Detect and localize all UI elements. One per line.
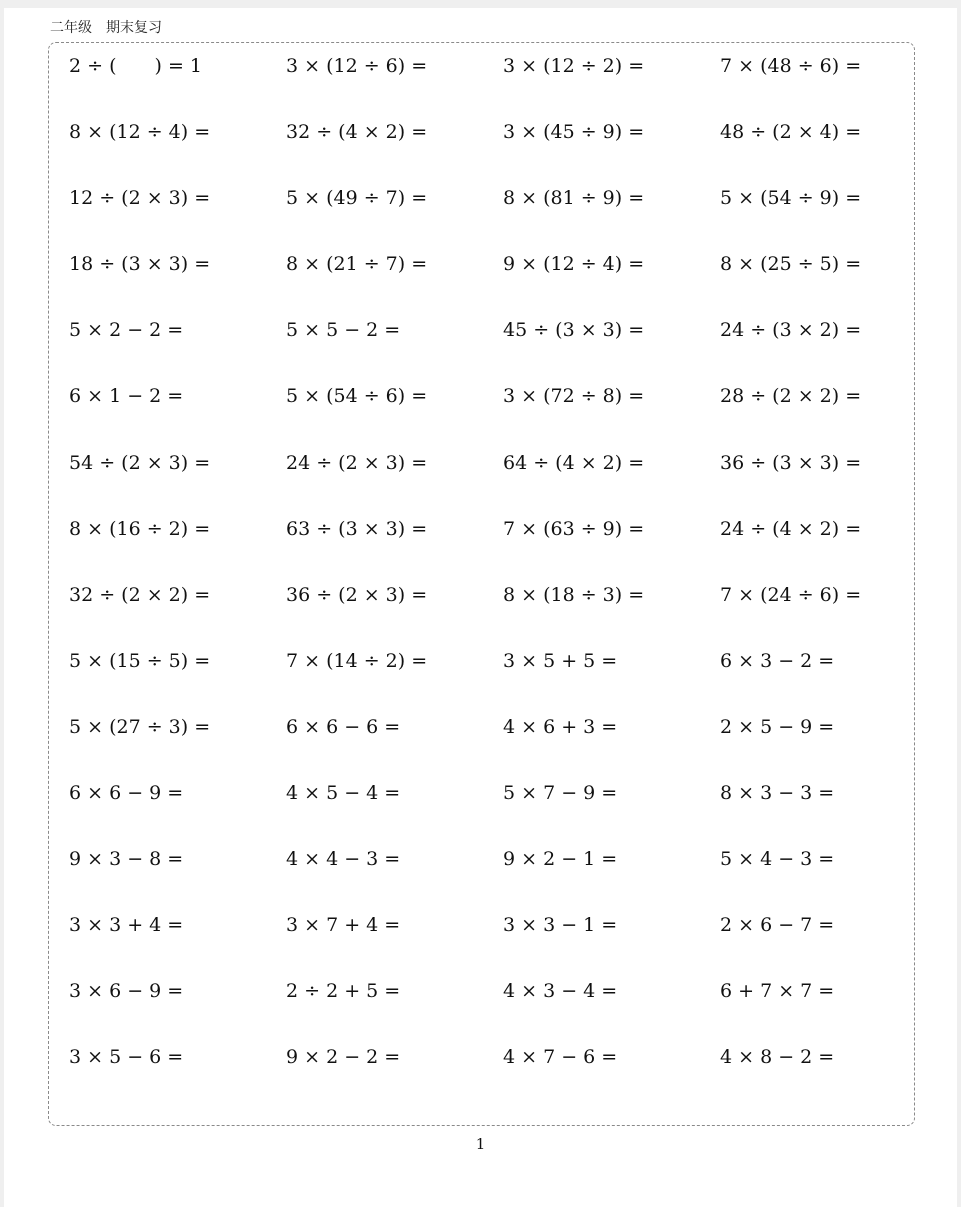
problem-item: 36 ÷ (3 × 3) = xyxy=(720,451,862,474)
problem-item: 8 × (12 ÷ 4) = xyxy=(69,121,211,144)
problem-item: 24 ÷ (2 × 3) = xyxy=(286,451,428,474)
problem-item: 24 ÷ (3 × 2) = xyxy=(720,319,862,342)
problem-row xyxy=(69,649,929,715)
problem-grid xyxy=(69,54,929,1112)
problem-item: 5 × (15 ÷ 5) = xyxy=(69,649,211,672)
problem-row xyxy=(69,715,929,781)
problem-row xyxy=(69,120,929,186)
problem-item: 24 ÷ (4 × 2) = xyxy=(720,517,862,540)
problem-item: 32 ÷ (2 × 2) = xyxy=(69,583,211,606)
problem-item: 6 × 1 − 2 = xyxy=(69,385,184,408)
problem-row xyxy=(69,54,929,120)
problem-item: 9 × 3 − 8 = xyxy=(69,848,184,871)
problem-item: 3 × 3 − 1 = xyxy=(503,914,618,937)
problem-item: 5 × 4 − 3 = xyxy=(720,848,835,871)
problem-item: 5 × (27 ÷ 3) = xyxy=(69,715,211,738)
problem-row xyxy=(69,252,929,318)
problem-item: 5 × (54 ÷ 9) = xyxy=(720,187,862,210)
page-number: 1 xyxy=(475,1135,486,1153)
problem-item: 7 × (63 ÷ 9) = xyxy=(503,517,645,540)
problem-item: 6 + 7 × 7 = xyxy=(720,980,835,1003)
problem-item: 4 × 5 − 4 = xyxy=(286,782,401,805)
problem-item: 8 × 3 − 3 = xyxy=(720,782,835,805)
problem-item: 3 × (12 ÷ 6) = xyxy=(286,55,428,77)
problem-item: 2 ÷ 2 + 5 = xyxy=(286,980,401,1003)
problem-row xyxy=(69,979,929,1045)
problem-item: 3 × 3 + 4 = xyxy=(69,914,184,937)
problem-item: 3 × 6 − 9 = xyxy=(69,980,184,1003)
problem-item: 18 ÷ (3 × 3) = xyxy=(69,253,211,276)
problem-row xyxy=(69,384,929,450)
problem-item: 3 × 5 + 5 = xyxy=(503,649,618,672)
problem-item: 6 × 6 − 6 = xyxy=(286,715,401,738)
problem-item: 2 × 6 − 7 = xyxy=(720,914,835,937)
problem-row xyxy=(69,847,929,913)
problem-item: 3 × (72 ÷ 8) = xyxy=(503,385,645,408)
problem-item: 12 ÷ (2 × 3) = xyxy=(69,187,211,210)
problem-item: 3 × 7 + 4 = xyxy=(286,914,401,937)
problem-row xyxy=(69,451,929,517)
problem-row xyxy=(69,1045,929,1111)
problem-item: 32 ÷ (4 × 2) = xyxy=(286,121,428,144)
problem-row xyxy=(69,517,929,583)
problem-item: 3 × (45 ÷ 9) = xyxy=(503,121,645,144)
problem-item: 63 ÷ (3 × 3) = xyxy=(286,517,428,540)
problem-item: 28 ÷ (2 × 2) = xyxy=(720,385,862,408)
problem-item: 45 ÷ (3 × 3) = xyxy=(503,319,645,342)
problem-item: 7 × (24 ÷ 6) = xyxy=(720,583,862,606)
problem-item: 4 × 6 + 3 = xyxy=(503,715,618,738)
problem-item: 4 × 4 − 3 = xyxy=(286,848,401,871)
problem-item: 5 × 7 − 9 = xyxy=(503,782,618,805)
problem-item: 8 × (18 ÷ 3) = xyxy=(503,583,645,606)
problem-item: 54 ÷ (2 × 3) = xyxy=(69,451,211,474)
problem-row xyxy=(69,583,929,649)
problem-row xyxy=(69,186,929,252)
problem-item: 5 × 5 − 2 = xyxy=(286,319,401,342)
problem-item: 4 × 8 − 2 = xyxy=(720,1046,835,1069)
problem-row xyxy=(69,913,929,979)
problem-item: 2 × 5 − 9 = xyxy=(720,715,835,738)
problem-item: 9 × (12 ÷ 4) = xyxy=(503,253,645,276)
problem-item: 8 × (16 ÷ 2) = xyxy=(69,517,211,540)
problem-item: 5 × (49 ÷ 7) = xyxy=(286,187,428,210)
problem-item: 3 × 5 − 6 = xyxy=(69,1046,184,1069)
problem-item: 7 × (48 ÷ 6) = xyxy=(720,55,862,77)
problem-item: 5 × 2 − 2 = xyxy=(69,319,184,342)
problem-item: 48 ÷ (2 × 4) = xyxy=(720,121,862,144)
problem-item: 5 × (54 ÷ 6) = xyxy=(286,385,428,408)
problem-row xyxy=(69,318,929,384)
problem-item: 8 × (21 ÷ 7) = xyxy=(286,253,428,276)
problem-item: 4 × 3 − 4 = xyxy=(503,980,618,1003)
problem-item: 9 × 2 − 1 = xyxy=(503,848,618,871)
problem-item: 8 × (81 ÷ 9) = xyxy=(503,187,645,210)
problem-item: 9 × 2 − 2 = xyxy=(286,1046,401,1069)
problem-item: 3 × (12 ÷ 2) = xyxy=(503,55,645,77)
problem-item: 8 × (25 ÷ 5) = xyxy=(720,253,862,276)
problem-item: 64 ÷ (4 × 2) = xyxy=(503,451,645,474)
problem-item: 2 ÷ ( ) = 1 xyxy=(69,55,203,77)
problem-row xyxy=(69,781,929,847)
problem-item: 4 × 7 − 6 = xyxy=(503,1046,618,1069)
page-header: 二年级 期末复习 xyxy=(50,20,162,36)
problem-item: 7 × (14 ÷ 2) = xyxy=(286,649,428,672)
problem-item: 6 × 3 − 2 = xyxy=(720,649,835,672)
problem-item: 6 × 6 − 9 = xyxy=(69,782,184,805)
problem-item: 36 ÷ (2 × 3) = xyxy=(286,583,428,606)
